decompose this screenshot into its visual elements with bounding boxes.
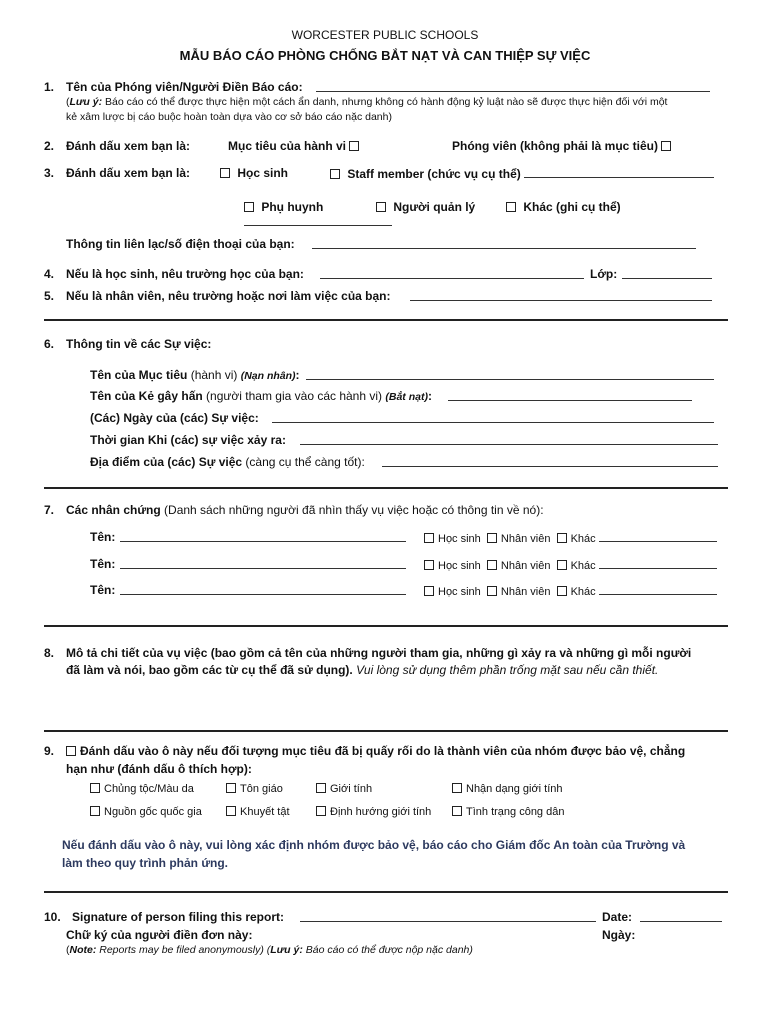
witness-1-other-checkbox[interactable] <box>557 533 567 543</box>
disability-checkbox[interactable] <box>226 806 236 816</box>
q2-option-reporter <box>452 139 675 153</box>
q8-number: 8. <box>44 646 55 660</box>
option-gender <box>316 783 372 795</box>
admin-checkbox[interactable] <box>376 202 386 212</box>
q3-option-student <box>220 166 288 180</box>
option-citizenship <box>452 806 564 818</box>
option-religion-label: Tôn giáo <box>240 783 283 795</box>
aggressor-name-label-bold: Tên của Kẻ gây hấn <box>90 389 203 403</box>
divider-2 <box>44 487 728 489</box>
incident-dates-field[interactable] <box>272 411 714 423</box>
q1-note: (Lưu ý: Báo cáo có thể được thực hiện một cách ẩn danh, nhưng không có hành động kỷ luật nào sẽ được thực hiện đối với một <box>66 96 668 108</box>
q2-option-target-label: Mục tiêu của hành vi <box>228 139 347 153</box>
religion-checkbox[interactable] <box>226 783 236 793</box>
org-name: WORCESTER PUBLIC SCHOOLS <box>291 28 479 42</box>
witness-1-other-label: Khác <box>570 533 596 545</box>
option-disability <box>226 806 290 818</box>
q1-note-text: Báo cáo có thể được thực hiện một cách ẩn danh, nhưng không có hành động kỷ luật nào sẽ được thực hiện đối với một <box>105 96 668 108</box>
witness-1-roles <box>424 530 717 545</box>
witness-3-name-label: Tên: <box>90 583 116 597</box>
gender-identity-checkbox[interactable] <box>452 783 462 793</box>
staff-checkbox[interactable] <box>330 169 340 179</box>
aggressor-name-label-plain: (người tham gia vào các hành vi) <box>202 389 386 403</box>
incident-place-label-plain: (càng cụ thể càng tốt): <box>242 455 365 469</box>
incident-place-label-bold: Địa điểm của (các) Sự việc <box>90 455 243 469</box>
incident-description-area[interactable] <box>66 684 716 724</box>
option-sexual-orientation <box>316 806 431 818</box>
date-label-vi: Ngày: <box>602 928 636 942</box>
witness-1-other-field[interactable] <box>599 530 717 542</box>
option-citizenship-label: Tình trạng công dân <box>466 806 565 818</box>
note-en-label: Note: <box>69 944 97 956</box>
divider-3 <box>44 625 728 627</box>
student-checkbox[interactable] <box>220 168 230 178</box>
aggressor-name-field[interactable] <box>448 389 692 401</box>
witness-3-other-label: Khác <box>570 586 596 598</box>
q1-number: 1. <box>44 80 55 94</box>
witness-3-other-checkbox[interactable] <box>557 586 567 596</box>
q1-note-label: Lưu ý: <box>69 96 103 108</box>
q9-line-1 <box>66 744 685 758</box>
protected-group-notice-2: làm theo quy trình phản ứng. <box>62 856 229 870</box>
witness-3-student-checkbox[interactable] <box>424 586 434 596</box>
witness-1-name-label: Tên: <box>90 530 116 544</box>
q3-option-parent-label: Phụ huynh <box>261 200 324 214</box>
option-disability-label: Khuyết tật <box>240 806 290 818</box>
witness-3-staff-label: Nhân viên <box>500 586 551 598</box>
workplace-field[interactable] <box>410 289 712 301</box>
school-field[interactable] <box>320 267 584 279</box>
q6-label: Thông tin về các Sự việc: <box>66 337 212 351</box>
incident-place-field[interactable] <box>382 455 718 467</box>
option-national-origin-label: Nguồn gốc quốc gia <box>104 806 202 818</box>
aggressor-name-label-italic: (Bắt nạt) <box>385 391 428 403</box>
witness-2-staff-label: Nhân viên <box>500 560 551 572</box>
q9-number: 9. <box>44 744 55 758</box>
q9-line-1-text: Đánh dấu vào ô này nếu đối tượng mục tiêu đã bị quấy rối do là thành viên của nhóm được bảo vệ, chẳng <box>80 744 686 758</box>
aggressor-name-label: Tên của Kẻ gây hấn (người tham gia vào các hành vi) (Bắt nạt): <box>90 389 432 403</box>
signature-label: Signature of person filing this report: <box>72 910 285 924</box>
protected-group-checkbox[interactable] <box>66 746 76 756</box>
q8-line-2 <box>66 663 658 677</box>
option-race <box>90 783 194 795</box>
witness-3-staff-checkbox[interactable] <box>487 586 497 596</box>
q3-option-other-label: Khác (ghi cụ thể) <box>523 200 621 214</box>
incident-dates-label: (Các) Ngày của (các) Sự việc: <box>90 411 259 425</box>
incident-place-label <box>90 455 365 469</box>
q3-option-admin-label: Người quản lý <box>393 200 476 214</box>
reporter-name-field[interactable] <box>316 80 710 92</box>
reporter-checkbox[interactable] <box>661 141 671 151</box>
q3-option-staff-label: Staff member (chức vụ cụ thể) <box>347 167 521 181</box>
witness-3-roles <box>424 583 717 598</box>
option-sexual-orientation-label: Định hướng giới tính <box>330 806 432 818</box>
sexual-orientation-checkbox[interactable] <box>316 806 326 816</box>
option-gender-identity-label: Nhận dạng giới tính <box>466 783 563 795</box>
witness-1-staff-label: Nhân viên <box>500 533 551 545</box>
q9-line-2: hạn như (đánh dấu ô thích hợp): <box>66 762 252 776</box>
option-gender-label: Giới tính <box>330 783 373 795</box>
note-en-text: Reports may be filed anonymously) <box>96 944 264 956</box>
witness-2-name-field[interactable] <box>120 557 406 569</box>
witness-3-name-field[interactable] <box>120 583 406 595</box>
witness-2-student-checkbox[interactable] <box>424 560 434 570</box>
q4-label: Nếu là học sinh, nêu trường học của bạn: <box>66 267 304 281</box>
option-religion <box>226 783 283 795</box>
divider-1 <box>44 319 728 321</box>
q8-line-2-italic: Vui lòng sử dụng thêm phần trống mặt sau nếu cần thiết. <box>356 663 659 677</box>
target-name-label-bold: Tên của Mục tiêu <box>90 368 188 382</box>
q3-option-staff <box>330 166 714 181</box>
target-checkbox[interactable] <box>349 141 359 151</box>
national-origin-checkbox[interactable] <box>90 806 100 816</box>
staff-title-field[interactable] <box>524 166 714 178</box>
grade-field[interactable] <box>622 267 712 279</box>
witness-3-other-field[interactable] <box>599 583 717 595</box>
q5-label: Nếu là nhân viên, nêu trường hoặc nơi làm việc của bạn: <box>66 289 391 303</box>
note-vi-text: Báo cáo có thể được nộp nặc danh) <box>302 944 473 956</box>
race-checkbox[interactable] <box>90 783 100 793</box>
q5-number: 5. <box>44 289 55 303</box>
contact-label: Thông tin liên lạc/số điện thoại của bạn: <box>66 237 295 251</box>
target-name-label-italic: (Nạn nhân) <box>240 370 296 382</box>
citizenship-checkbox[interactable] <box>452 806 462 816</box>
divider-4 <box>44 730 728 732</box>
q6-number: 6. <box>44 337 55 351</box>
incident-time-label: Thời gian Khi (các) sự việc xảy ra: <box>90 433 286 447</box>
divider-5 <box>44 891 728 893</box>
other-checkbox[interactable] <box>506 202 516 212</box>
note-vi-label: Lưu ý: <box>270 944 303 956</box>
witness-2-other-field[interactable] <box>599 557 717 569</box>
witness-2-roles <box>424 557 717 572</box>
q2-label: Đánh dấu xem bạn là: <box>66 139 191 153</box>
q7-label-plain: (Danh sách những người đã nhìn thấy vụ việc hoặc có thông tin về nó): <box>160 503 544 517</box>
date-field[interactable] <box>640 910 722 922</box>
target-name-field[interactable] <box>306 368 714 380</box>
option-gender-identity <box>452 783 563 795</box>
target-name-label-plain: (hành vi) <box>187 368 241 382</box>
option-race-label: Chủng tộc/Màu da <box>104 783 194 795</box>
witness-1-staff-checkbox[interactable] <box>487 533 497 543</box>
q2-option-reporter-label: Phóng viên (không phải là mục tiêu) <box>452 139 659 153</box>
witness-2-other-label: Khác <box>570 560 596 572</box>
signature-field[interactable] <box>300 910 596 922</box>
grade-label: Lớp: <box>590 267 618 281</box>
target-name-label: Tên của Mục tiêu (hành vi) (Nạn nhân): <box>90 368 300 382</box>
parent-checkbox[interactable] <box>244 202 254 212</box>
contact-field[interactable] <box>312 237 696 249</box>
witness-2-other-checkbox[interactable] <box>557 560 567 570</box>
anonymous-note: (Note: Reports may be filed anonymously) (Lưu ý: Báo cáo có thể được nộp nặc danh) <box>66 944 473 956</box>
q3-option-parent <box>244 200 323 214</box>
q10-number: 10. <box>44 910 61 924</box>
q8-line-2-bold: đã làm và nói, bao gồm các từ cụ thể đã sử dụng). <box>66 663 353 677</box>
q2-number: 2. <box>44 139 55 153</box>
q1-note-text-2: kẻ xâm lược bị cáo buộc hoàn toàn dựa vào cơ sở báo cáo nặc danh) <box>66 111 392 123</box>
witness-3-student-label: Học sinh <box>438 586 481 598</box>
q7-label-bold: Các nhân chứng <box>66 503 161 517</box>
witness-1-name-field[interactable] <box>120 530 406 542</box>
witness-2-name-label: Tên: <box>90 557 116 571</box>
witness-1-student-label: Học sinh <box>438 533 481 545</box>
protected-group-notice-1: Nếu đánh dấu vào ô này, vui lòng xác định nhóm được bảo vệ, báo cáo cho Giám đốc An toàn của Trường và <box>62 838 686 852</box>
witness-2-staff-checkbox[interactable] <box>487 560 497 570</box>
q3-number: 3. <box>44 166 55 180</box>
q3-option-other <box>506 200 621 214</box>
q3-label: Đánh dấu xem bạn là: <box>66 166 191 180</box>
witness-1-student-checkbox[interactable] <box>424 533 434 543</box>
q3-option-student-label: Học sinh <box>237 166 289 180</box>
q2-option-target <box>228 139 363 153</box>
signature-label-vi: Chữ ký của người điền đơn này: <box>66 928 253 942</box>
form-title: MẪU BÁO CÁO PHÒNG CHỐNG BẮT NẠT VÀ CAN THIỆP SỰ VIỆC <box>179 48 591 63</box>
q4-number: 4. <box>44 267 55 281</box>
other-role-field[interactable] <box>244 214 392 226</box>
q7-label <box>66 503 544 517</box>
q7-number: 7. <box>44 503 55 517</box>
gender-checkbox[interactable] <box>316 783 326 793</box>
option-national-origin <box>90 806 202 818</box>
date-label: Date: <box>602 910 633 924</box>
incident-time-field[interactable] <box>300 433 718 445</box>
q3-option-admin <box>376 200 475 214</box>
q8-line-1: Mô tả chi tiết của vụ việc (bao gồm cả tên của những người tham gia, những gì xảy ra và những gì mỗi người <box>66 646 692 660</box>
witness-2-student-label: Học sinh <box>438 560 481 572</box>
q1-label: Tên của Phóng viên/Người Điền Báo cáo: <box>66 80 303 94</box>
